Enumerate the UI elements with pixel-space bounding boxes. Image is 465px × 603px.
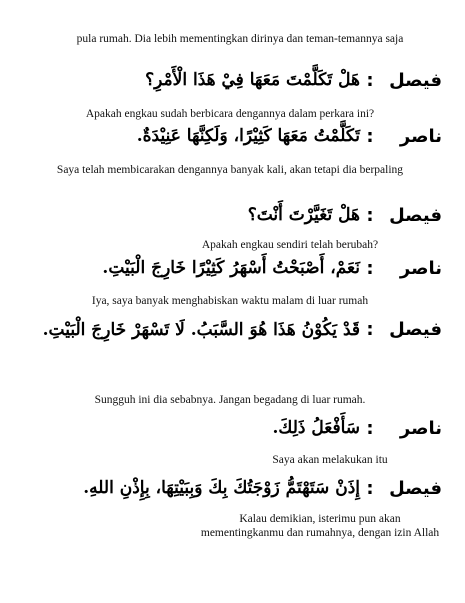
- arabic-text: قَدْ يَكُوْنُ هَذَا هُوَ السَّبَبُ. لَا تَسْهَرْ خَارِجَ الْبَيْتِ.: [42, 320, 360, 340]
- translation-line-3: Saya telah membicarakan dengannya banyak kali, akan tetapi dia berpaling: [56, 164, 404, 176]
- separator-colon: :: [366, 319, 374, 340]
- translation-line-8: Kalau demikian, isterimu pun akan mementingkanmu dan rumahnya, dengan izin Allah: [200, 513, 440, 539]
- dialogue-line-faisal-1: [34, 70, 442, 91]
- arabic-text: هَلْ تَغَيَّرْتَ أَنْتَ؟: [247, 205, 360, 225]
- speaker-name: فيصل: [389, 205, 442, 226]
- translation-line-4: Apakah engkau sendiri telah berubah?: [201, 239, 379, 251]
- translation-line-6: Sungguh ini dia sebabnya. Jangan begadang di luar rumah.: [94, 394, 366, 406]
- speaker-name: فيصل: [389, 319, 442, 340]
- translation-line-1: pula rumah. Dia lebih mementingkan dirinya dan teman-temannya saja: [76, 33, 404, 45]
- separator-colon: :: [366, 126, 374, 147]
- separator-colon: :: [366, 478, 374, 499]
- speaker-name: فيصل: [389, 70, 442, 91]
- dialogue-line-nasir-2: [34, 258, 442, 279]
- translation-line-2: Apakah engkau sudah berbicara dengannya dalam perkara ini?: [85, 108, 375, 120]
- arabic-text: سَأَفْعَلُ ذَلِكَ.: [272, 418, 360, 438]
- arabic-text: هَلْ تَكَلَّمْتَ مَعَهَا فِيْ هَذَا الْأَمْرِ؟: [145, 70, 360, 90]
- arabic-text: تَكَلَّمْتُ مَعَهَا كَثِيْرًا، وَلَكِنَّهَا عَنِيْدَةٌ.: [136, 126, 360, 146]
- speaker-name: ناصر: [399, 258, 442, 279]
- dialogue-line-faisal-2: [34, 205, 442, 226]
- dialogue-line-faisal-4: [34, 478, 442, 499]
- arabic-text: إِذَنْ سَتَهْتَمُّ زَوْجَتُكَ بِكَ وَبِبَيْتِهَا، بِإِذْنِ اللهِ.: [83, 478, 360, 498]
- arabic-text: نَعَمْ، أَصْبَحْتُ أَسْهَرُ كَثِيْرًا خَارِجَ الْبَيْتِ.: [102, 258, 360, 278]
- separator-colon: :: [366, 70, 374, 91]
- dialogue-line-nasir-1: [34, 126, 442, 147]
- dialogue-line-nasir-3: [34, 418, 442, 439]
- translation-line-7: Saya akan melakukan itu: [272, 454, 388, 466]
- translation-line-5: Iya, saya banyak menghabiskan waktu malam di luar rumah: [91, 295, 369, 307]
- dialogue-line-faisal-3: [34, 310, 442, 350]
- separator-colon: :: [366, 258, 374, 279]
- speaker-name: ناصر: [399, 418, 442, 439]
- speaker-name: ناصر: [399, 126, 442, 147]
- separator-colon: :: [366, 205, 374, 226]
- separator-colon: :: [366, 418, 374, 439]
- speaker-name: فيصل: [389, 478, 442, 499]
